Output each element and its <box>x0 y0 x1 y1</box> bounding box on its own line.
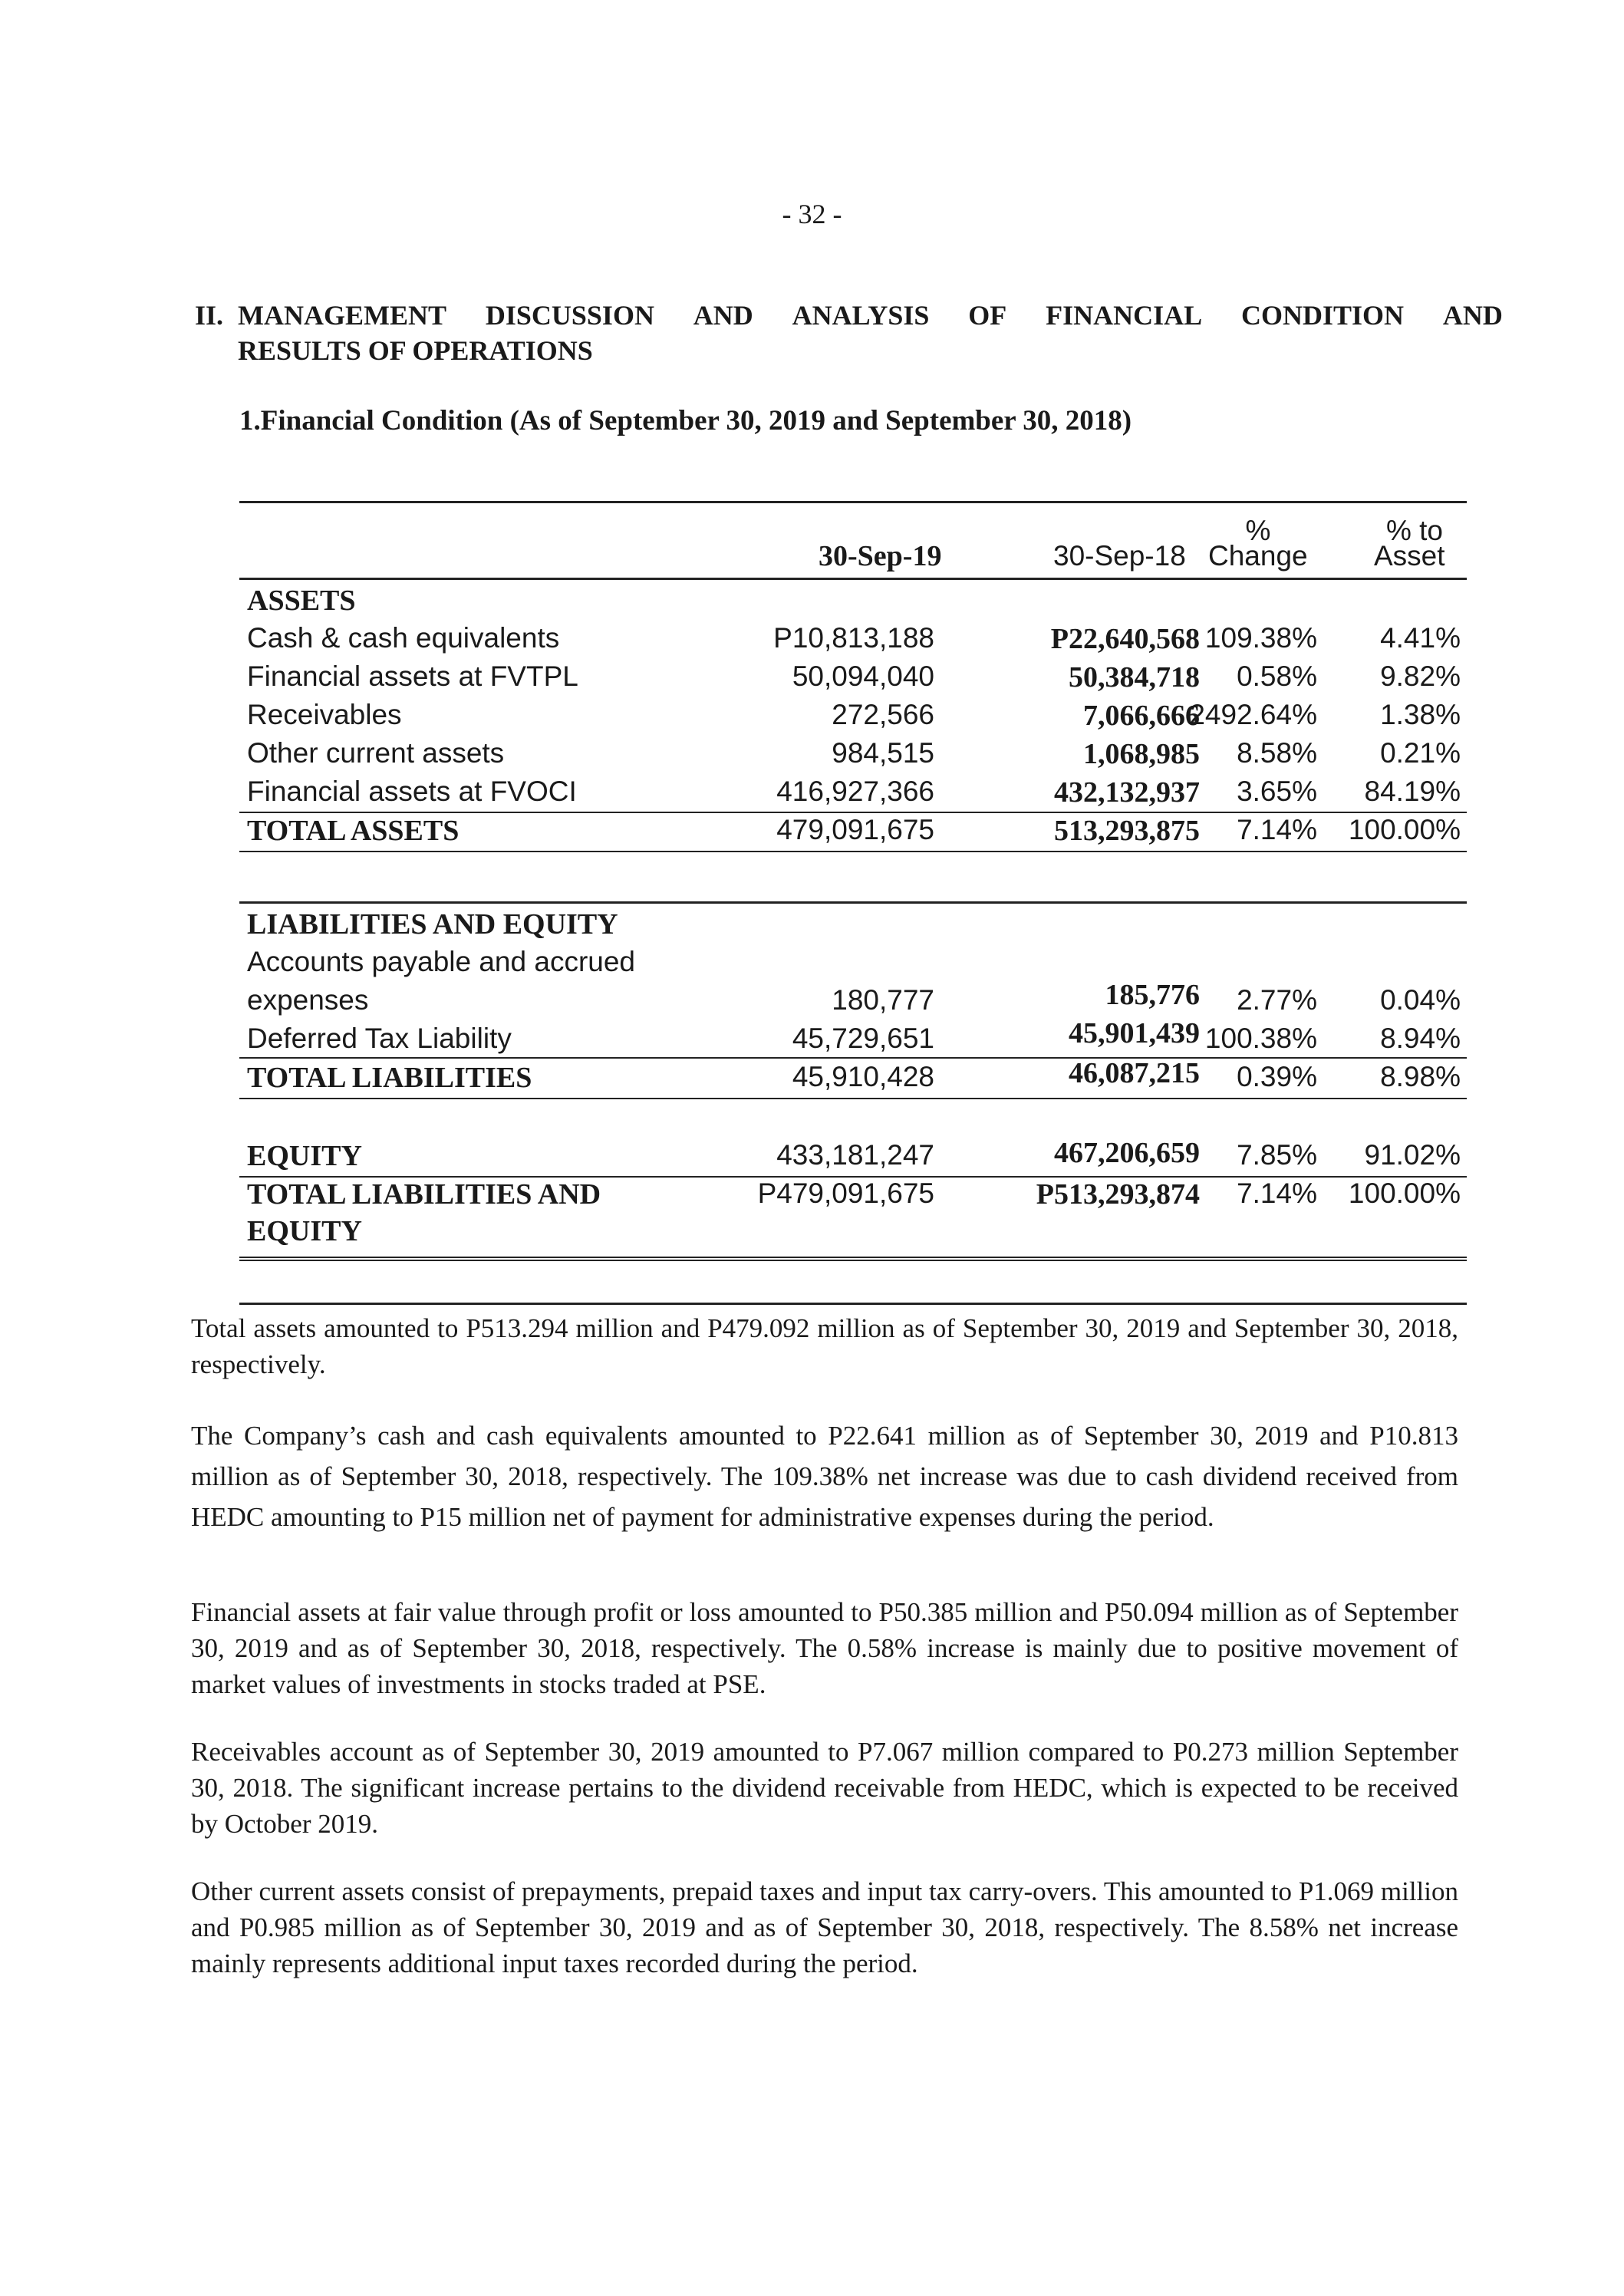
total-liabilities-equity-row <box>239 1178 1467 1216</box>
value-2019: 185,776 <box>1105 979 1200 1011</box>
row-label: Financial assets at FVTPL <box>247 660 578 692</box>
value-to-asset: 91.02% <box>1364 1139 1461 1171</box>
value-2019: P22,640,568 <box>1050 623 1200 655</box>
row-label: EQUITY <box>247 1215 362 1247</box>
liabilities-top-rule <box>239 901 1467 904</box>
row-label: TOTAL LIABILITIES <box>247 1062 532 1094</box>
paragraph-cash: The Company’s cash and cash equivalents amounted to P22.641 million as of September 30, 2019 and P10.813 million as of September 30, 2018, respectively. The 109.38% net increase was due to cash dividend received from HEDC amounting to P15 million net of payment for administrative expenses during the period. <box>191 1421 1458 1532</box>
value-to-asset: 1.38% <box>1380 699 1461 730</box>
paragraph-fvtpl: Financial assets at fair value through profit or loss amounted to P50.385 million and P50.094 million as of September 30, 2019 and as of September 30, 2018, respectively. The 0.58% increase is mainly due to positive movement of market values of investments in stocks traded at PSE. <box>191 1597 1458 1699</box>
row-label: Deferred Tax Liability <box>247 1023 512 1054</box>
value-change: 7.14% <box>1237 814 1317 845</box>
header-rule <box>239 578 1467 580</box>
value-change: 2492.64% <box>1189 699 1317 730</box>
value-to-asset: 100.00% <box>1348 814 1461 845</box>
value-2018: 45,910,428 <box>792 1061 934 1092</box>
table-row <box>239 979 1467 1023</box>
paragraph-receivables: Receivables account as of September 30, 2019 amounted to P7.067 million compared to P0.273 million September 30, 2018. The significant increase pertains to the dividend receivable from HEDC, which is expected to be received by October 2019. <box>191 1737 1458 1839</box>
row-label: expenses <box>247 984 369 1016</box>
assets-heading: ASSETS <box>247 585 356 617</box>
value-change: 3.65% <box>1237 776 1317 807</box>
liabilities-heading: LIABILITIES AND EQUITY <box>247 908 618 940</box>
row-label: Other current assets <box>247 737 505 769</box>
paragraph-other-current-assets: Other current assets consist of prepayments, prepaid taxes and input tax carry-overs. This amounted to P1.069 million and P0.985 million as of September 30, 2019 and as of September 30, 2018, respectively. The 8.58% net increase mainly represents additional input taxes recorded during the period. <box>191 1876 1458 1978</box>
title-word: AND <box>693 300 753 331</box>
header-2018: 30-Sep-18 <box>1053 540 1186 572</box>
value-to-asset: 4.41% <box>1380 622 1461 654</box>
total-liabilities-row <box>239 1057 1467 1099</box>
assets-heading-row <box>239 584 1467 622</box>
value-change: 100.38% <box>1204 1023 1317 1054</box>
value-to-asset: 8.98% <box>1380 1061 1461 1092</box>
table-row <box>239 737 1467 776</box>
value-to-asset: 100.00% <box>1348 1178 1461 1209</box>
page-number: - 32 - <box>782 199 842 229</box>
value-2018: 433,181,247 <box>776 1139 934 1171</box>
total-liabilities-underline <box>239 1098 1467 1099</box>
value-change: 7.14% <box>1237 1178 1317 1209</box>
table-row <box>239 660 1467 699</box>
header-asset-bottom: Asset <box>1374 540 1445 572</box>
value-change: 109.38% <box>1204 622 1317 654</box>
table-row <box>239 776 1467 814</box>
title-word: FINANCIAL <box>1046 300 1203 331</box>
title-word: AND <box>1442 300 1503 331</box>
value-2019: 7,066,666 <box>1083 700 1200 732</box>
title-word: DISCUSSION <box>485 300 654 331</box>
value-2019: 46,087,215 <box>1069 1057 1200 1089</box>
section-title-line2: RESULTS OF OPERATIONS <box>238 335 593 366</box>
value-2019: 467,206,659 <box>1054 1137 1200 1169</box>
value-2019: 50,384,718 <box>1069 661 1200 693</box>
subtotal-rule <box>239 812 1467 813</box>
value-change: 8.58% <box>1237 737 1317 769</box>
value-2019: 1,068,985 <box>1083 738 1200 770</box>
table-row <box>239 1017 1467 1061</box>
paragraph-total-assets: Total assets amounted to P513.294 million and P479.092 million as of September 30, 2019 and September 30, 2018, respectively. <box>191 1313 1458 1379</box>
table-row-label-continued <box>239 946 1467 984</box>
value-change: 2.77% <box>1237 984 1317 1016</box>
header-asset-top: % to <box>1385 515 1444 546</box>
table-row <box>239 699 1467 737</box>
value-to-asset: 0.21% <box>1380 737 1461 769</box>
value-to-asset: 84.19% <box>1364 776 1461 807</box>
row-label: EQUITY <box>247 1140 362 1172</box>
header-change-bottom: Change <box>1208 540 1308 572</box>
row-label: TOTAL ASSETS <box>247 815 460 847</box>
value-2018: 479,091,675 <box>776 814 934 845</box>
header-change-top: % <box>1245 515 1271 546</box>
row-label: Accounts payable and accrued <box>247 946 636 977</box>
financial-condition-heading: 1.Financial Condition (As of September 30, 2019 and September 30, 2018) <box>239 405 1132 436</box>
total-assets-underline <box>239 851 1467 852</box>
value-change: 0.39% <box>1237 1061 1317 1092</box>
value-2018: P10,813,188 <box>773 622 934 654</box>
total-liabilities-equity-row-continued <box>239 1214 1467 1253</box>
value-2018: 984,515 <box>832 737 934 769</box>
equity-row <box>239 1139 1467 1178</box>
table-top-rule <box>239 501 1467 503</box>
value-change: 0.58% <box>1237 660 1317 692</box>
grand-total-double-rule <box>239 1257 1467 1261</box>
title-word: MANAGEMENT <box>238 300 446 331</box>
table-bottom-rule <box>239 1303 1467 1305</box>
value-2018: 50,094,040 <box>792 660 934 692</box>
total-assets-row <box>239 814 1467 852</box>
table-row <box>239 622 1467 660</box>
value-2019: 45,901,439 <box>1069 1017 1200 1049</box>
row-label: Financial assets at FVOCI <box>247 776 577 807</box>
liabilities-heading-row <box>239 908 1467 946</box>
header-2019: 30-Sep-19 <box>819 540 942 572</box>
value-to-asset: 0.04% <box>1380 984 1461 1016</box>
value-2018: 45,729,651 <box>792 1023 934 1054</box>
section-heading <box>195 298 1503 368</box>
value-2019: P513,293,874 <box>1036 1178 1200 1211</box>
value-to-asset: 8.94% <box>1380 1023 1461 1054</box>
value-2019: 513,293,875 <box>1054 815 1200 847</box>
subtotal-rule <box>239 1057 1467 1059</box>
section-title-line1 <box>238 298 1503 333</box>
value-2018: 180,777 <box>832 984 934 1016</box>
section-number: II. <box>195 300 224 331</box>
row-label: Cash & cash equivalents <box>247 622 560 654</box>
value-2018: 416,927,366 <box>776 776 934 807</box>
value-2018: P479,091,675 <box>757 1178 934 1209</box>
value-to-asset: 9.82% <box>1380 660 1461 692</box>
value-2018: 272,566 <box>832 699 934 730</box>
row-label: Receivables <box>247 699 402 730</box>
row-label: TOTAL LIABILITIES AND <box>247 1178 601 1211</box>
title-word: OF <box>968 300 1007 331</box>
value-change: 7.85% <box>1237 1139 1317 1171</box>
title-word: CONDITION <box>1241 300 1405 331</box>
title-word: ANALYSIS <box>792 300 930 331</box>
value-2019: 432,132,937 <box>1054 776 1200 809</box>
